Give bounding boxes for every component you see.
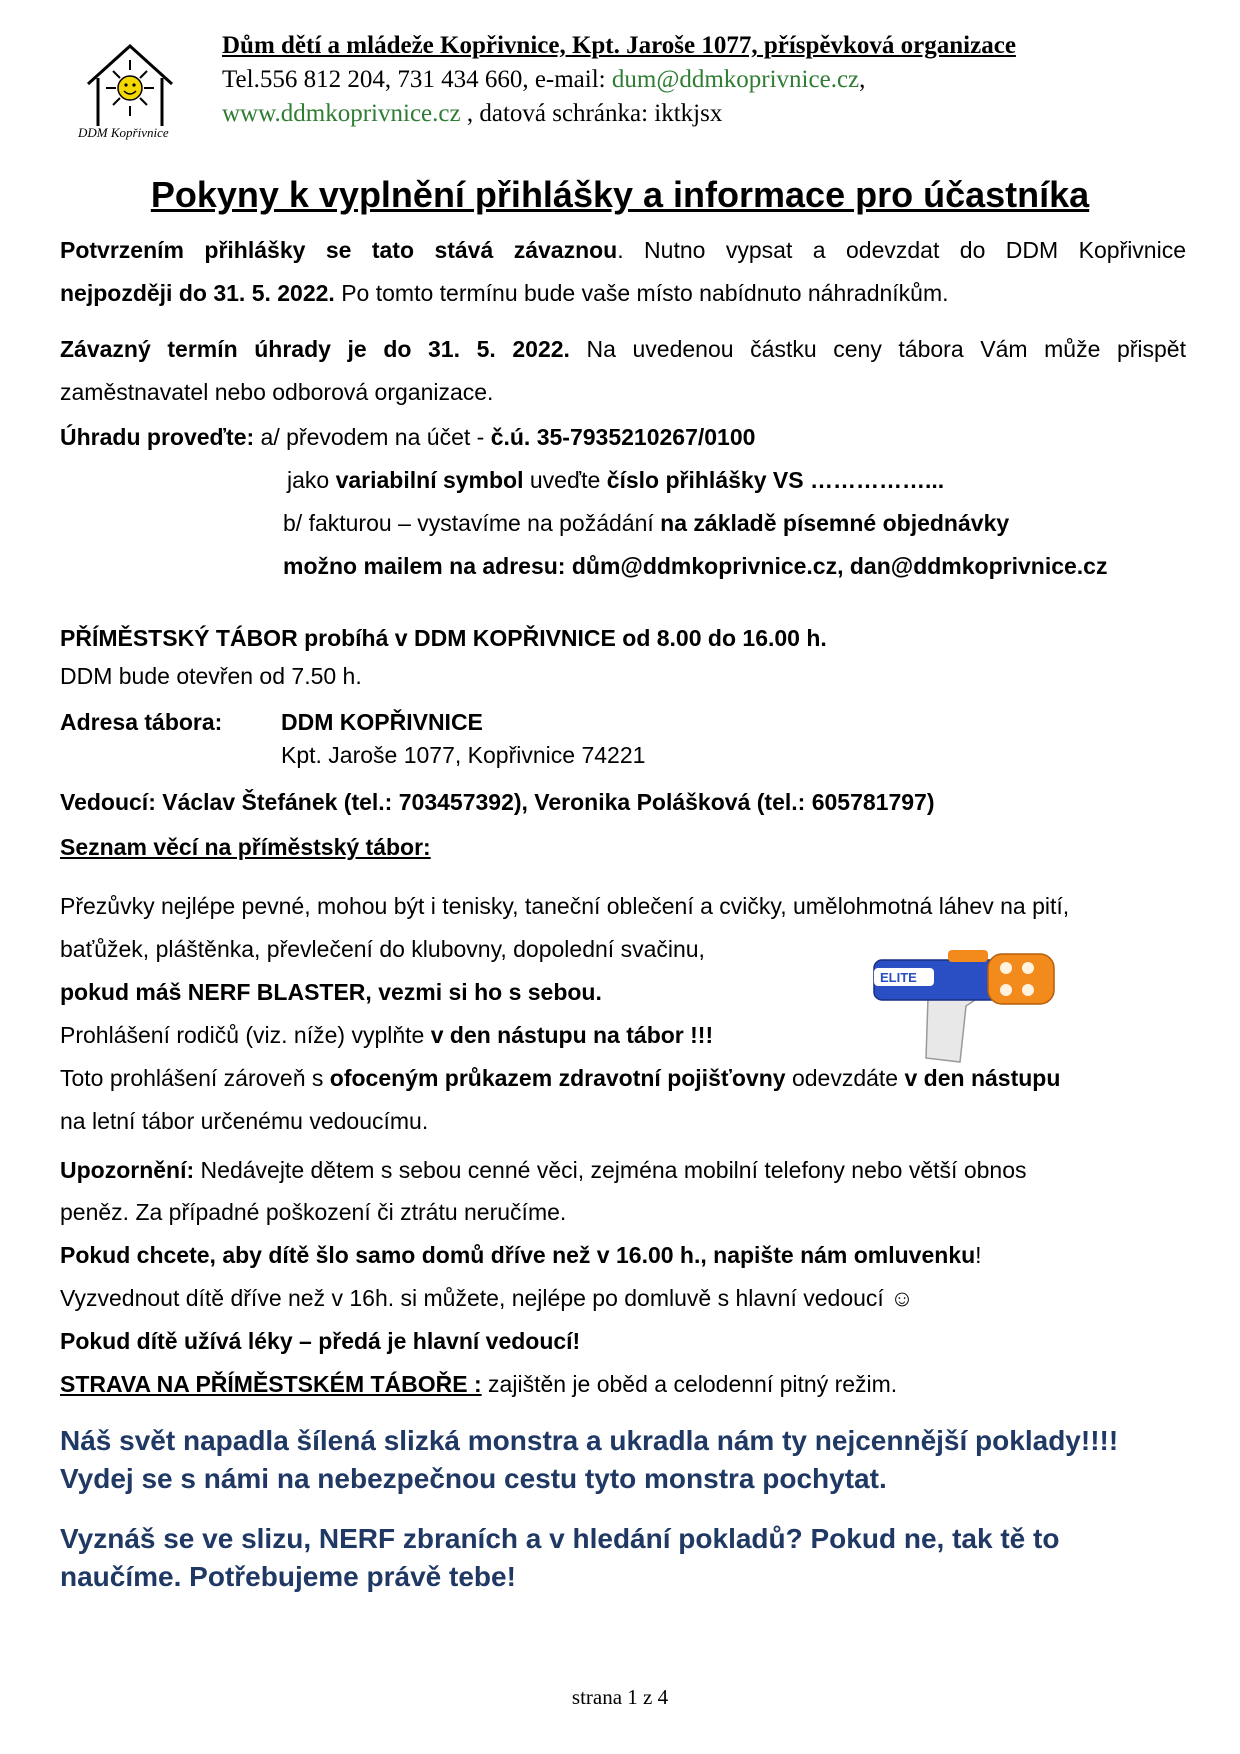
address-street: Kpt. Jaroše 1077, Kopřivnice 74221 bbox=[281, 742, 646, 768]
p1-line1: Potvrzením přihlášky se tato stává závaznou. Nutno vypsat a odevzdat do DDM Kopřivnice bbox=[60, 237, 1186, 263]
address-name: DDM KOPŘIVNICE bbox=[281, 709, 483, 735]
page-number: strana 1 z 4 bbox=[571, 1685, 669, 1709]
story-line1: Náš svět napadla šílená slizká monstra a ukradla nám ty nejcennější poklady!!!! bbox=[60, 1425, 1119, 1456]
warning-line2: peněz. Za případné poškození či ztrátu neručíme. bbox=[60, 1199, 567, 1225]
warning-line1: Upozornění: Nedávejte dětem s sebou cenné věci, zejména mobilní telefony nebo větší obnos bbox=[60, 1157, 1027, 1183]
contact-line: Tel.556 812 204, 731 434 660, e-mail: dum@ddmkoprivnice.cz, bbox=[222, 66, 866, 93]
address-label: Adresa tábora: bbox=[60, 709, 223, 735]
declaration-line2: na letní tábor určenému vedoucímu. bbox=[60, 1108, 429, 1134]
meds-line: Pokud dítě užívá léky – předá je hlavní vedoucí! bbox=[60, 1328, 581, 1354]
food-line: STRAVA NA PŘÍMĚSTSKÉM TÁBOŘE : zajištěn je oběd a celodenní pitný režim. bbox=[60, 1371, 898, 1397]
blaster-label: ELITE bbox=[880, 970, 917, 985]
email-link[interactable]: dum@ddmkoprivnice.cz bbox=[611, 66, 860, 93]
p1-line2: nejpozději do 31. 5. 2022. Po tomto termínu bude vaše místo nabídnuto náhradníkům. bbox=[60, 280, 949, 306]
home-early: Pokud chcete, aby dítě šlo samo domů dříve než v 16.00 h., napište nám omluvenku! bbox=[60, 1242, 982, 1268]
page-title: Pokyny k vyplnění přihlášky a informace pro účastníka bbox=[150, 174, 1090, 215]
items-line3: pokud máš NERF BLASTER, vezmi si ho s sebou. bbox=[60, 979, 602, 1005]
camp-open: DDM bude otevřen od 7.50 h. bbox=[60, 663, 362, 689]
story-line2: Vydej se s námi na nebezpečnou cestu tyto monstra pochytat. bbox=[60, 1463, 887, 1494]
payment-a: Úhradu proveďte: a/ převodem na účet - č.ú. 35-7935210267/0100 bbox=[60, 424, 756, 450]
nerf-blaster-image bbox=[868, 940, 1068, 1066]
declaration-line1: Toto prohlášení zároveň s ofoceným průkazem zdravotní pojišťovny odevzdáte v den nástupu bbox=[60, 1065, 1061, 1091]
web-link[interactable]: www.ddmkoprivnice.cz bbox=[222, 100, 461, 127]
story-line4: naučíme. Potřebujeme právě tebe! bbox=[60, 1561, 516, 1592]
org-line: Dům dětí a mládeže Kopřivnice, Kpt. Jaroše 1077, příspěvková organizace bbox=[222, 32, 1016, 59]
leaders: Vedoucí: Václav Štefánek (tel.: 703457392), Veronika Polášková (tel.: 605781797) bbox=[60, 789, 935, 815]
camp-line: PŘÍMĚSTSKÝ TÁBOR probíhá v DDM KOPŘIVNICE od 8.00 do 16.00 h. bbox=[60, 625, 827, 651]
p2-line1: Závazný termín úhrady je do 31. 5. 2022. Na uvedenou částku ceny tábora Vám může přispět bbox=[60, 336, 1186, 362]
payment-vs: jako variabilní symbol uveďte číslo přihlášky VS ……………... bbox=[287, 467, 945, 493]
story-line3: Vyznáš se ve slizu, NERF zbraních a v hledání pokladů? Pokud ne, tak tě to bbox=[60, 1523, 1060, 1554]
pickup-line: Vyzvednout dítě dříve než v 16h. si můžete, nejlépe po domluvě s hlavní vedoucí ☺ bbox=[60, 1285, 914, 1311]
logo-caption: DDM Kopřivnice bbox=[78, 125, 169, 140]
p2-line2: zaměstnavatel nebo odborová organizace. bbox=[60, 379, 494, 405]
items-line4: Prohlášení rodičů (viz. níže) vyplňte v den nástupu na tábor !!! bbox=[60, 1022, 714, 1048]
items-line1: Přezůvky nejlépe pevné, mohou být i tenisky, taneční oblečení a cvičky, umělohmotná láhev na pití, bbox=[60, 893, 1070, 919]
items-heading: Seznam věcí na příměstský tábor: bbox=[60, 834, 431, 860]
web-line: www.ddmkoprivnice.cz , datová schránka: iktkjsx bbox=[222, 100, 723, 127]
payment-mail: možno mailem na adresu: dům@ddmkoprivnice.cz, dan@ddmkoprivnice.cz bbox=[283, 553, 1108, 579]
items-line2: baťůžek, pláštěnka, převlečení do klubovny, dopolední svačinu, bbox=[60, 936, 705, 962]
payment-b: b/ fakturou – vystavíme na požádání na základě písemné objednávky bbox=[283, 510, 1010, 536]
